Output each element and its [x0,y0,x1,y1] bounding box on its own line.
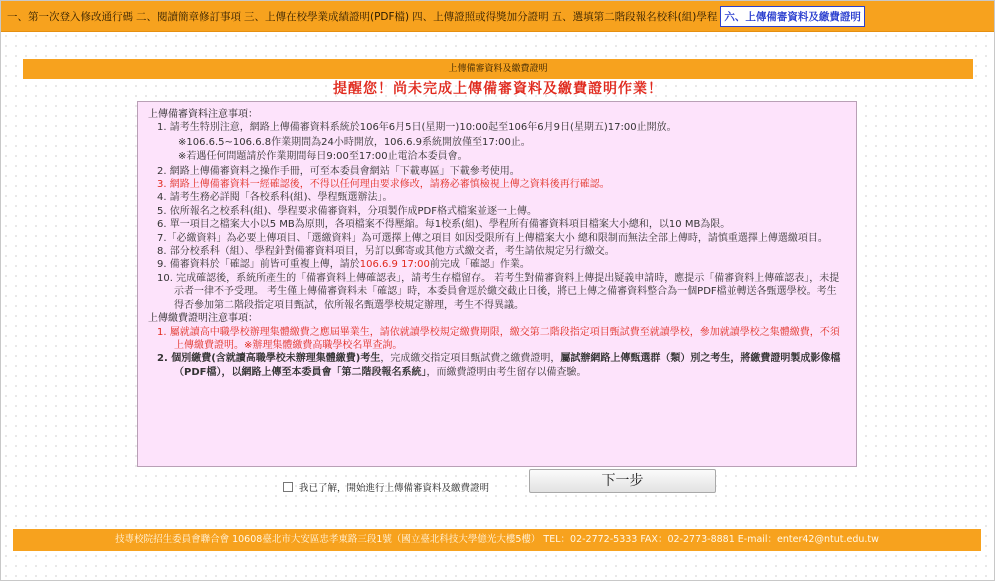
notice-item: 4. 請考生務必詳閱「各校系科(組)、學程甄選辦法」。 [157,192,393,204]
payment-item-2-text: ，完成繳交指定項目甄試費之繳費證明， [380,353,561,365]
payment-item-2-bold: 2. 個別繳費(含就讀高職學校未辦理集體繳費)考生 [157,353,381,365]
notice-item-9-text: 9. 備審資料於「確認」前皆可重複上傳，請於 [157,259,360,271]
notice-item-9-end: 前完成「確認」作業。 [429,259,530,271]
agree-option[interactable] [283,479,489,495]
notice-subitem: ※106.6.5~106.6.8作業期間為24小時開放，106.6.9系統開放僅至17:00止。 [178,136,531,148]
section-header: 上傳備審資料及繳費證明 [23,59,973,79]
notice-item [148,258,846,271]
step-2-link[interactable]: 二、閱讀簡章修訂事項 [136,10,241,23]
notice-subitem: ※若遇任何問題請於作業期間每日9:00至17:00止電洽本委員會。 [178,151,468,163]
payment-notice-title: 上傳繳費證明注意事項： [148,313,258,325]
payment-item-2-bold-2: 屬試辦網路上傳甄選群（類）別之考生，將繳費證明製成影像檔（PDF檔），以網路上傳至本委員會「第二階段報名系統」 [174,353,841,378]
agree-label: 我已了解，開始進行上傳備審資料及繳費證明 [299,483,490,494]
next-step-button[interactable]: 下一步 [529,469,716,493]
notice-item: 5. 依所報名之校系科(組)、學程要求備審資料，分項製作成PDF格式檔案並逐一上傳。 [157,205,538,217]
footer-contact: 技專校院招生委員會聯合會 10608臺北市大安區忠孝東路三段1號（國立臺北科技大學億光大樓5樓） TEL：02-2772-5333 FAX：02-2773-8881 E-mail：enter42@ntut.edu.tw [13,529,981,551]
notice-item: 8. 部分校系科（組）、學程針對備審資料項目，另訂以郵寄或其他方式繳交者，考生請依規定另行繳交。 [157,246,615,258]
notice-item: 7.「必繳資料」為必要上傳項目、「選繳資料」為可選擇上傳之項目 如因受限所有上傳檔案大小 總和限制而無法全部上傳時，請慎重選擇上傳選繳項目。 [157,232,828,244]
notice-item: 1. 請考生特別注意，網路上傳備審資料系統於106年6月5日(星期一)10:00起至106年6月9日(星期五)17:00止開放。 [157,122,677,134]
step-navigation [1,1,994,32]
step-5-link[interactable]: 五、選填第二階段報名校科(組)學程 [551,10,718,23]
notice-item: 10. 完成確認後，系統所產生的「備審資料上傳確認表」，請考生存檔留存。 若考生對備審資料上傳提出疑義申請時，應提示「備審資料上傳確認表」，未提示者一律不予受理。 考生僅上傳備審資料未「確認」時，本委員會逕於繳交截止日後，將已上傳之備審資料整合為一個PDF檔並轉送各甄選學校。考生得否參加第二階段指定項目甄試，依所報名甄選學校規定辦理，考生不得異議。 [157,272,840,311]
agree-checkbox[interactable] [283,482,293,492]
step-4-link[interactable]: 四、上傳證照或得獎加分證明 [412,10,549,23]
notice-box [137,101,857,467]
notice-item: 2. 網路上傳備審資料之操作手冊，可至本委員會網站「下載專區」下載參考使用。 [157,165,520,177]
deadline-text: 106.6.9 17:00 [359,259,430,271]
payment-item [148,352,846,379]
step-3-link[interactable]: 三、上傳在校學業成績證明(PDF檔) [244,10,410,23]
step-6-link[interactable]: 六、上傳備審資料及繳費證明 [720,6,865,27]
payment-item-2-end: ，而繳費證明由考生留存以備查驗。 [426,366,587,378]
notice-item-warning: 3. 網路上傳備審資料一經確認後，不得以任何理由要求修改，請務必審慎檢視上傳之資料後再行確認。 [157,179,610,191]
upload-notice-title: 上傳備審資料注意事項： [148,109,258,120]
payment-item-warning: 1. 屬就讀高中職學校辦理集體繳費之應屆畢業生，請依就讀學校規定繳費期限，繳交第二階段指定項目甄試費至就讀學校，參加就讀學校之集體繳費，不須上傳繳費證明。※辦理集體繳費高職學校名單查詢。 [157,326,840,351]
step-1-link[interactable]: 一、第一次登入修改通行碼 [7,10,133,23]
reminder-message: 提醒您！尚未完成上傳備審資料及繳費證明作業！ [333,81,663,97]
notice-item: 6. 單一項目之檔案大小以5 MB為原則，各項檔案不得壓縮。每1校系(組)、學程所有備審資料項目檔案大小總和，以10 MB為限。 [157,219,731,231]
